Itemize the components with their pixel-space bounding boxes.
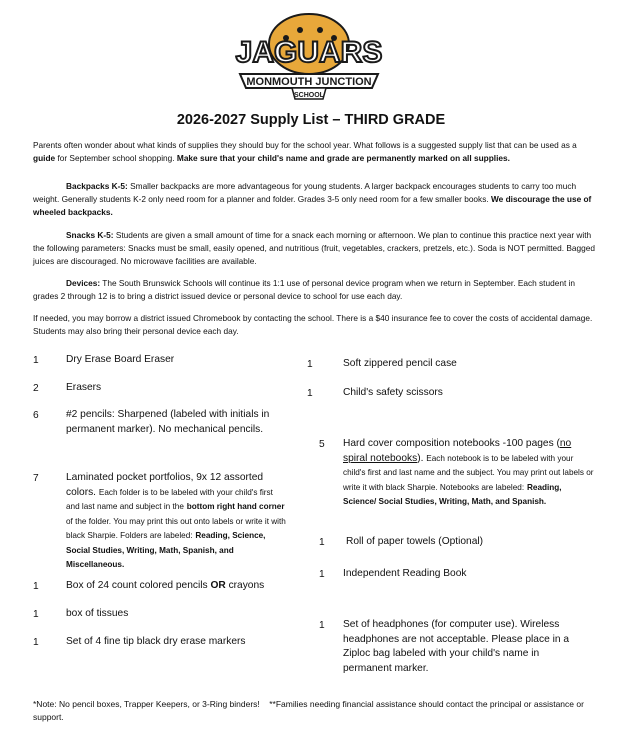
item-qty: 1 — [33, 581, 39, 592]
item-text: Dry Erase Board Eraser — [66, 354, 175, 365]
item-qty: 1 — [307, 388, 313, 399]
borrow-paragraph: If needed, you may borrow a district issued Chromebook by contacting the school. There is a $40 insurance fee to cover the costs of accidental damage. Students may also bring their personal device each day. — [33, 313, 593, 336]
item-text: Independent Reading Book — [343, 568, 467, 579]
intro-paragraph: Parents often wonder about what kinds of supplies they should buy for the school year. What follows is a suggested supply list that can be used as a guide for September school shopping. Make sure that your child's name and grade are permanently marked on all supplies. — [33, 140, 577, 163]
item-text: Soft zippered pencil case — [343, 358, 457, 369]
svg-text:SCHOOL: SCHOOL — [294, 92, 324, 99]
snacks-paragraph: Snacks K-5: Students are given a small amount of time for a snack each morning or afternoon. We plan to continue this practice next year with the following parameters: Snacks must be small, easily opened, and nutritious (fruit, vegetables, crackers, pretzels, etc.). Soda is NOT permitted. Bagged juices are discouraged. No microwave facilities are available. — [33, 230, 595, 266]
item-qty: 7 — [33, 473, 39, 484]
item-text: #2 pencils: Sharpened (labeled with initials in permanent marker). No mechanical pencils. — [66, 409, 270, 435]
item-qty: 1 — [319, 537, 325, 548]
svg-text:MONMOUTH JUNCTION: MONMOUTH JUNCTION — [246, 76, 372, 88]
devices-paragraph: Devices: The South Brunswick Schools will continue its 1:1 use of personal device program when we return in September. Each student in grades 2 through 12 is to bring a district issued device or personal device to school for use each day. — [33, 278, 576, 301]
item-qty: 2 — [33, 383, 39, 394]
item-qty: 1 — [33, 355, 39, 366]
svg-text:JAGUARS: JAGUARS — [235, 36, 383, 69]
backpacks-paragraph: Backpacks K-5: Smaller backpacks are more advantageous for young students. A larger backpack encourages students to carry too much weight. Generally students K-2 only need room for a planner and folder. Grades 3-5 only need room for a few smaller books. We discourage the use of wheeled backpacks. — [33, 181, 592, 217]
item-notebooks: Hard cover composition notebooks -100 pages (no spiral notebooks). Each notebook is to be labeled with your child's first and last name and the subject. You may print out labels or write it with black Sharpie. Notebooks are labeled: Reading, Science/ Social Studies, Writing, Math, and Spanish. — [343, 438, 594, 506]
item-text: Erasers — [66, 382, 102, 393]
item-qty: 1 — [319, 569, 325, 580]
item-text: Roll of paper towels (Optional) — [346, 536, 484, 547]
footer-note: *Note: No pencil boxes, Trapper Keepers, or 3-Ring binders! **Families needing financial assistance should contact the principal or assistance or support. — [33, 699, 584, 722]
page-title: 2026-2027 Supply List – THIRD GRADE — [176, 112, 446, 128]
item-text: box of tissues — [66, 608, 129, 619]
item-qty: 1 — [33, 609, 39, 620]
item-qty: 1 — [307, 359, 313, 370]
item-portfolios: Laminated pocket portfolios, 9x 12 assorted colors. Each folder is to be labeled with your child's first and last name and subject in the bottom right hand corner of the folder. You may print this out onto labels or write it with black Sharpie. Folders are labeled: Reading, Science, Social Studies, Writing, Math, Spanish, and Miscellaneous. — [66, 472, 286, 569]
item-text: Set of 4 fine tip black dry erase markers — [66, 636, 246, 647]
item-text: Set of headphones (for computer use). Wireless headphones are not acceptable. Please place in a Ziploc bag labeled with your child's name in permanent marker. — [343, 619, 569, 674]
item-text: Box of 24 count colored pencils OR crayons — [66, 580, 265, 591]
item-qty: 6 — [33, 410, 39, 421]
item-qty: 1 — [33, 637, 39, 648]
item-qty: 1 — [319, 620, 325, 631]
item-qty: 5 — [319, 439, 325, 450]
jaguars-logo — [226, 10, 392, 102]
item-text: Child's safety scissors — [343, 387, 443, 398]
